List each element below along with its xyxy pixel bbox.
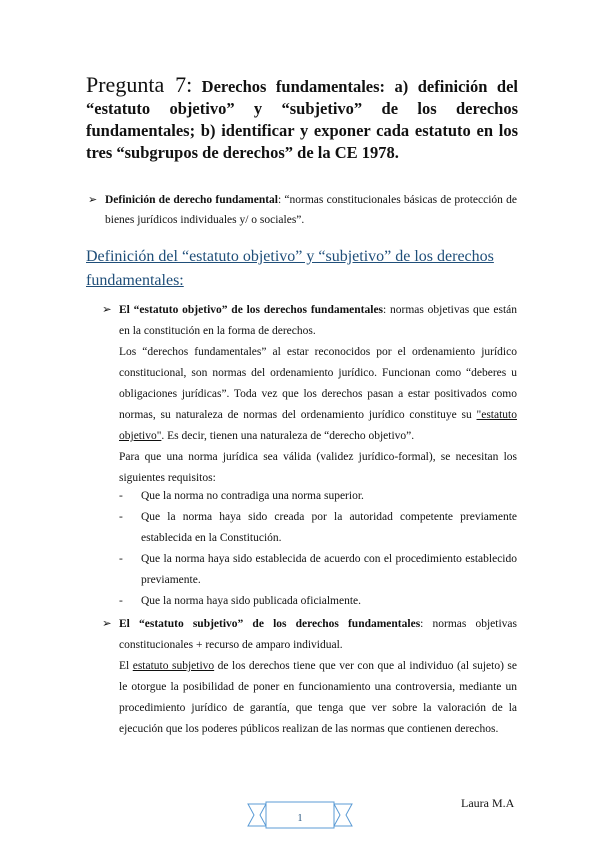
objective-lead: : normas objetivas que están en la constitución en la forma de derechos. bbox=[119, 304, 517, 337]
definition-paragraph bbox=[88, 190, 517, 230]
question-number: Pregunta 7: bbox=[86, 72, 193, 97]
subjective-statute-block bbox=[102, 614, 517, 740]
question-text: Derechos fundamentales: a) definición del “estatuto objetivo” y “subjetivo” de los derechos fundamentales; b) identificar y exponer cada estatuto en los tres “subgrupos de derechos” de la CE 1978. bbox=[86, 77, 518, 162]
dash-bullet: - bbox=[119, 553, 123, 565]
definition-text: : “normas constitucionales básicas de protección de bienes jurídicos individuales y/ o sociales”. bbox=[105, 194, 517, 226]
list-item: - Que la norma haya sido establecida de acuerdo con el procedimiento establecido previamente. bbox=[119, 549, 517, 591]
list-item: - Que la norma haya sido publicada oficialmente. bbox=[119, 591, 517, 612]
section-heading: Definición del “estatuto objetivo” y “subjetivo” de los derechos fundamentales: bbox=[86, 248, 494, 289]
list-item: - Que la norma no contradiga una norma superior. bbox=[119, 486, 517, 507]
subjective-underlined: estatuto subjetivo bbox=[132, 660, 215, 672]
subjective-lead: : normas objetivas constitucionales + recurso de amparo individual. bbox=[119, 618, 517, 651]
page-number: 1 bbox=[297, 813, 303, 824]
author-name: Laura M.A bbox=[461, 796, 515, 810]
objective-term: El “estatuto objetivo” de los derechos fundamentales bbox=[119, 304, 384, 316]
list-item: - Que la norma haya sido creada por la autoridad competente previamente establecida en la Constitución. bbox=[119, 507, 517, 549]
arrow-bullet-icon: ➢ bbox=[102, 304, 112, 316]
arrow-bullet-icon: ➢ bbox=[102, 618, 112, 630]
question-title bbox=[86, 74, 518, 164]
subjective-term: El “estatuto subjetivo” de los derechos fundamentales bbox=[119, 618, 421, 630]
objective-underlined: "estatuto objetivo" bbox=[119, 409, 517, 442]
subjective-paragraph-b: de los derechos tiene que ver con que al individuo (al sujeto) se le otorgue la posibilidad de poner en funcionamiento una controversia, mediante un procedimiento jurídico de garantía, que tenga que ver sobre la valoración de la ejecución que los poderes públicos realizan de las normas que contienen derechos. bbox=[119, 660, 517, 735]
objective-statute-block bbox=[102, 300, 517, 489]
objective-paragraph-a: Los “derechos fundamentales” al estar reconocidos por el ordenamiento jurídico constitucional, son normas del ordenamiento jurídico. Funcionan como “deberes u obligaciones jurídicas”. Toda vez que los derechos pasan a estar positivados como normas, su naturaleza de normas del ordenamiento jurídico constituye su bbox=[119, 346, 517, 421]
objective-paragraph-b: . Es decir, tienen una naturaleza de “derecho objetivo”. bbox=[161, 430, 415, 442]
requirements-list bbox=[119, 486, 517, 612]
arrow-bullet-icon: ➢ bbox=[88, 194, 98, 206]
requirements-intro: Para que una norma jurídica sea válida (validez jurídico-formal), se necesitan los siguientes requisitos: bbox=[119, 451, 517, 484]
dash-bullet: - bbox=[119, 490, 123, 502]
dash-bullet: - bbox=[119, 511, 123, 523]
definition-term: Definición de derecho fundamental bbox=[105, 194, 278, 206]
subjective-paragraph-a: El bbox=[119, 660, 133, 672]
dash-bullet: - bbox=[119, 595, 123, 607]
